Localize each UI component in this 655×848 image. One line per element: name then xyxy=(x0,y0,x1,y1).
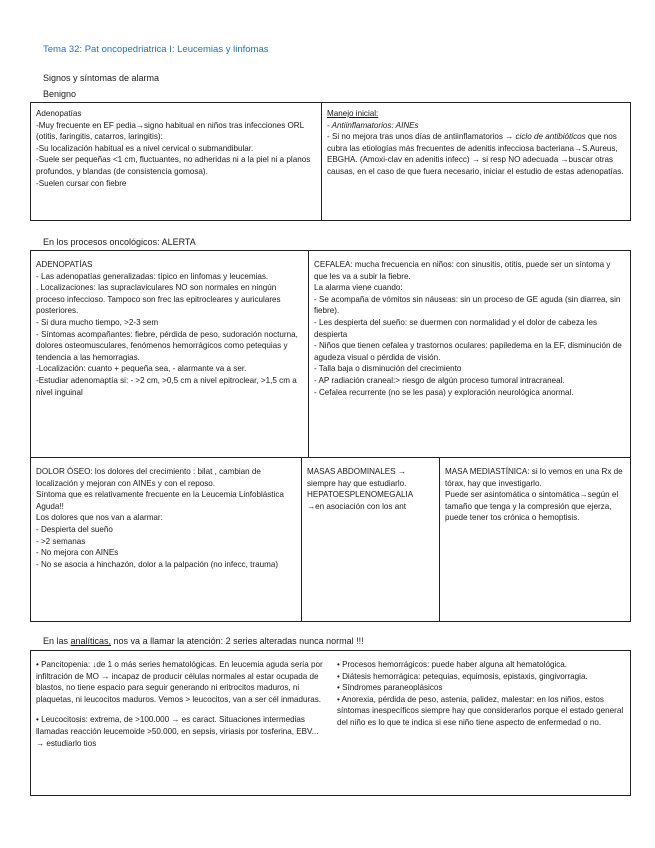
bone-pain-heading xyxy=(36,466,296,489)
adenopathy-heading: ADENOPATÍAS xyxy=(36,260,93,269)
lab-item-hemorrhagic: • Procesos hemorrágicos: puede haber alguna alt hematológica. xyxy=(337,660,568,669)
headache-intro: : mucha frecuencia en niños: con sinusitis, otitis, puede ser un síntoma y que les va a subir la fiebre. xyxy=(314,260,611,281)
analytics-rest: nos va a llamar la atención: 2 series alteradas nunca normal !!! xyxy=(111,636,364,646)
section-title-alert: En los procesos oncológicos: ALERTA xyxy=(43,237,196,247)
benign-table xyxy=(30,102,631,221)
benign-adenopathy-heading: Adenopatías xyxy=(36,109,82,118)
alert-table xyxy=(30,250,631,622)
section-title-alarm: Signos y síntomas de alarma xyxy=(43,73,160,83)
headache-line: La alarma viene cuando: xyxy=(314,283,403,293)
headache-label: CEFALEA xyxy=(314,260,351,269)
bone-pain-line: Los dolores que nos van a alarmar: xyxy=(36,513,163,523)
management-text-cont: que nos cubra las etiologías más frecuentes de adenitis infecciosa bacteriana→S.Aureus, EBGHA. (Amoxi-clav en adenitis infecc) → si resp NO adecuada →buscar otras causas, en el caso de que fuera necesario, iniciar el estudio de estas adenopatías. xyxy=(327,132,624,176)
alert-bone-pain-cell xyxy=(31,463,301,573)
analytics-prefix: En las xyxy=(43,636,71,646)
management-sub: - Antiinflamatorios: AINEs xyxy=(327,120,419,130)
alert-abdominal-mass-cell xyxy=(302,463,439,515)
benign-line: -Suele ser pequeñas <1 cm, fluctuantes, no adheridas ni a la piel ni a planos profundos, y blandas (de consistencia gomosa). xyxy=(36,155,311,176)
bone-pain-line: Síntoma que es relativamente frecuente en la Leucemia Linfoblástica Aguda!! xyxy=(36,490,284,511)
alert-headache-cell xyxy=(309,256,631,401)
headache-line: - Cefalea recurrente (no se les pasa) y exploración neurológica anormal. xyxy=(314,387,574,397)
headache-line: - AP radiación craneal:> riesgo de algún proceso tumoral intracraneal. xyxy=(314,375,565,385)
mediastinal-line: Puede ser asintomática o sintomática→según el tamaño que tenga y la compresión que ejerza, puede tener tos crónica o hemoptisis. xyxy=(445,490,619,523)
bone-pain-label: DOLOR ÓSEO xyxy=(36,467,91,476)
headache-line: - Se acompaña de vómitos sin náuseas: sin un proceso de GE aguda (sin diarrea, sin fiebre). xyxy=(314,294,621,316)
alert-mediastinal-mass-cell xyxy=(440,463,630,527)
adenopathy-line: - Síntomas acompañantes: fiebre, pérdida de peso, sudoración nocturna, dolores osteomusculares, fenómenos hemorrágicos como petequias y tendencia a las hemorragias. xyxy=(36,329,298,362)
benign-line: -Suelen cursar con fiebre xyxy=(36,178,127,188)
bone-pain-line: - No mejora con AINEs xyxy=(36,548,119,558)
section-sub-benign: Benigno xyxy=(43,89,77,99)
lab-table xyxy=(30,650,631,796)
benign-line: -Muy frecuente en EF pedia→signo habitual en niños tras infecciones ORL (otitis, faringitis, catarros, laringitis): xyxy=(36,120,304,142)
antibiotic-cycle-text: ciclo de antibióticos xyxy=(515,132,586,142)
lab-item-anorexia: • Anorexia, pérdida de peso, astenia, palidez, malestar: en los niños, estos síntomas inespecíficos siempre hay que considerarlos porque el estado general del niño es lo que te indica si ese niño tiene aspecto de enfermedad o no. xyxy=(337,694,624,727)
lab-right-cell xyxy=(332,656,630,732)
alert-row-divider xyxy=(31,457,630,458)
adenopathy-line: . Localizaciones: las supraclaviculares NO son normales en ningún proceso infeccioso. Tampoco son frec las epitrocleares y auriculares posteriores. xyxy=(36,283,281,316)
lab-item-paraneoplastic: • Síndromes paraneoplásicos xyxy=(337,683,443,693)
alert-adenopathy-cell xyxy=(31,256,308,401)
adenopathy-line: - Las adenopatías generalizadas: típico en linfomas y leucemias. xyxy=(36,271,269,281)
abdominal-mass-line: siempre hay que estudiarlo. xyxy=(307,478,407,488)
lab-gap xyxy=(36,705,324,714)
benign-adenopathy-cell xyxy=(31,105,321,192)
hepatosplenomegaly-heading: HEPATOESPLENOMEGALIA xyxy=(307,490,414,500)
adenopathy-line: - Si dura mucho tiempo, >2-3 sem xyxy=(36,317,159,327)
doc-title: Tema 32: Pat oncopedriatrica I: Leucemias y linfomas xyxy=(43,44,269,55)
lab-item-pancytopenia: • Pancitopenia: ↓de 1 o más series hematológicas. En leucemia aguda sería por infiltración de MO → incapaz de producir células normales al estar ocupada de blastos, no tiene espacio para seguir generando ni eritrocitos maduros, ni plaquetas, ni leucocitos maduros. Vemos > leucocitos, van a ser cél inmaduras. xyxy=(36,660,323,704)
adenopathy-line: -Estudiar adenomaptía si: - >2 cm, >0,5 cm a nivel epitroclear, >1,5 cm a nivel inguinal xyxy=(36,375,297,397)
management-heading: Manejo inicial: xyxy=(327,109,379,118)
abdominal-mass-heading: MASAS ABDOMINALES → xyxy=(307,467,406,476)
benign-line: -Su localización habitual es a nivel cervical o submandibular. xyxy=(36,143,254,153)
bone-pain-line: - No se asocia a hinchazón, dolor a la palpación (no infecc, trauma) xyxy=(36,559,279,569)
mediastinal-label: MASA MEDIASTÍNICA xyxy=(445,467,528,476)
lab-item-leukocytosis: • Leucocitosis: extrema, de >100.000 → es caract. Situaciones intermedias llamadas reacción leucemoide >50.000, en sepsis, viriasis por tosferina, EBV... → estudiarlo tios xyxy=(36,715,319,748)
lab-item-diathesis: • Diátesis hemorrágica: petequias, equimosis, epistaxis, gingivorragia. xyxy=(337,671,588,681)
headache-line: - Niños que tienen cefalea y trastornos oculares: papiledema en la EF, disminución de agudeza visual o pérdida de visión. xyxy=(314,341,622,362)
mediastinal-intro: : si lo vemos en una Rx de tórax, hay que investigarlo. xyxy=(445,467,623,488)
section-title-analytics xyxy=(43,636,364,646)
hepatosplenomegaly-line: →en asociación con los ant xyxy=(307,501,406,511)
benign-management-cell xyxy=(322,105,630,181)
headache-line: - Les despierta del sueño: se duermen con normalidad y el dolor de cabeza les despierta xyxy=(314,317,598,339)
management-paragraph xyxy=(327,131,625,177)
bone-pain-intro: : los dolores del crecimiento : bilat , cambian de localización y mejoran con AINEs y con el reposo. xyxy=(36,467,261,488)
lab-left-cell xyxy=(31,656,329,752)
headache-heading xyxy=(314,259,626,282)
bone-pain-line: - >2 semanas xyxy=(36,536,86,546)
bone-pain-line: - Despierta del sueño xyxy=(36,524,113,534)
adenopathy-line: -Localización: cuanto + pequeña sea, - alarmante va a ser. xyxy=(36,364,247,374)
analytics-underlined: analíticas, xyxy=(70,636,112,646)
mediastinal-heading xyxy=(445,466,625,489)
management-text: - Si no mejora tras unos días de antiinflamatorios → xyxy=(327,132,516,142)
headache-line: - Talla baja o disminución del crecimiento xyxy=(314,364,462,374)
